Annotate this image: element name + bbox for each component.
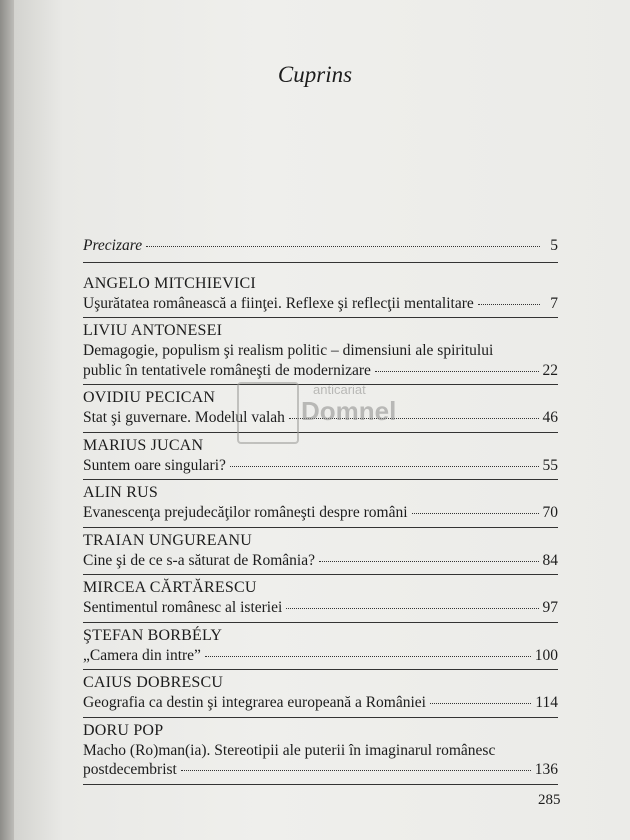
toc-author: MIRCEA CĂRTĂRESCU — [83, 579, 257, 596]
divider — [83, 479, 558, 480]
toc-intro — [83, 236, 558, 256]
toc-page-number: 70 — [542, 504, 558, 521]
dot-leader — [412, 513, 539, 514]
toc-title-line — [83, 408, 558, 428]
toc-title-text: Sentimentul românesc al isteriei — [83, 599, 283, 616]
toc-title-line — [83, 341, 558, 361]
toc-entry — [83, 482, 558, 528]
divider — [83, 717, 558, 718]
divider — [83, 622, 558, 623]
dot-leader — [478, 304, 540, 305]
dot-leader — [205, 656, 531, 657]
toc-title-text: Uşurătatea românească a fiinţei. Reflexe şi reflecţii mentalitare — [83, 294, 474, 312]
toc-title-text: Geografia ca destin şi integrarea europeană a României — [83, 694, 426, 711]
toc-title-line — [83, 456, 558, 476]
divider — [83, 784, 558, 785]
divider — [83, 574, 558, 575]
toc-page-number: 7 — [550, 294, 558, 312]
toc-author: LIVIU ANTONESEI — [83, 322, 223, 339]
toc-entry — [83, 672, 558, 718]
watermark-line1: anticariat — [313, 382, 366, 397]
toc-page-number: 55 — [542, 456, 558, 474]
toc-title-text: Demagogie, populism şi realism politic – dimensiuni ale spiritului — [83, 342, 494, 359]
page-title: Cuprins — [277, 62, 353, 87]
toc-author: MARIUS JUCAN — [83, 436, 204, 454]
toc-title-text: Suntem oare singulari? — [83, 456, 226, 474]
dot-leader — [375, 371, 539, 372]
toc-author: CAIUS DOBRESCU — [83, 674, 224, 691]
watermark-line2: Domnel — [301, 396, 397, 426]
dot-leader — [430, 703, 531, 704]
toc-entry — [83, 577, 558, 623]
book-spine — [0, 0, 14, 840]
toc-title-text: „Camera din intre” — [83, 646, 201, 664]
toc-title-line — [83, 598, 558, 618]
dot-leader — [181, 770, 531, 771]
toc-entry — [83, 720, 558, 785]
toc-author: ALIN RUS — [83, 484, 158, 501]
toc-page-number: 100 — [534, 646, 558, 664]
toc-title-text: Evanescenţa prejudecăţilor româneşti despre români — [83, 504, 408, 521]
toc-title-text: Cine şi de ce s-a săturat de România? — [83, 551, 315, 569]
toc-title-text: postdecembrist — [83, 761, 177, 778]
toc-title-text: Macho (Ro)man(ia). Stereotipii ale puterii în imaginarul românesc — [83, 741, 496, 759]
toc-page-number: 97 — [542, 599, 558, 616]
dot-leader — [146, 246, 540, 247]
toc-title-line — [83, 646, 558, 666]
page-number: 285 — [538, 792, 561, 808]
toc-title-line — [83, 551, 558, 571]
toc-page-number: 46 — [542, 409, 558, 426]
toc-entry — [83, 387, 558, 433]
toc-title-line — [83, 693, 558, 713]
toc-page-number: 136 — [534, 761, 558, 778]
toc-page-number: 114 — [535, 694, 558, 711]
toc-entries — [83, 273, 558, 785]
dot-leader — [286, 608, 538, 609]
toc-title-text: public în tentativele româneşti de modernizare — [83, 361, 371, 379]
toc-author: TRAIAN UNGUREANU — [83, 531, 252, 549]
toc-entry — [83, 320, 558, 385]
divider — [83, 317, 558, 318]
toc-title-line — [83, 294, 558, 314]
toc-page-number: 84 — [542, 551, 558, 569]
toc-intro-page: 5 — [550, 237, 558, 254]
dot-leader — [319, 561, 539, 562]
divider — [83, 669, 558, 670]
divider — [83, 384, 558, 385]
toc-title-line — [83, 361, 558, 381]
toc-author: OVIDIU PECICAN — [83, 389, 216, 406]
toc-entry — [83, 625, 558, 671]
dot-leader — [289, 418, 539, 419]
toc-title-line — [83, 741, 558, 761]
dot-leader — [230, 466, 539, 467]
toc-intro-label: Precizare — [83, 237, 143, 254]
divider — [83, 432, 558, 433]
divider — [83, 527, 558, 528]
toc-author: ANGELO MITCHIEVICI — [83, 274, 256, 292]
toc-title-line — [83, 503, 558, 523]
toc-entry — [83, 273, 558, 319]
toc-title-line — [83, 760, 558, 780]
toc-page-number: 22 — [542, 361, 558, 379]
toc-title-text: Stat şi guvernare. Modelul valah — [83, 409, 285, 426]
toc-author: ŞTEFAN BORBÉLY — [83, 626, 223, 644]
toc-entry — [83, 530, 558, 576]
toc-entry — [83, 435, 558, 481]
table-of-contents — [83, 236, 558, 787]
toc-author: DORU POP — [83, 721, 164, 739]
